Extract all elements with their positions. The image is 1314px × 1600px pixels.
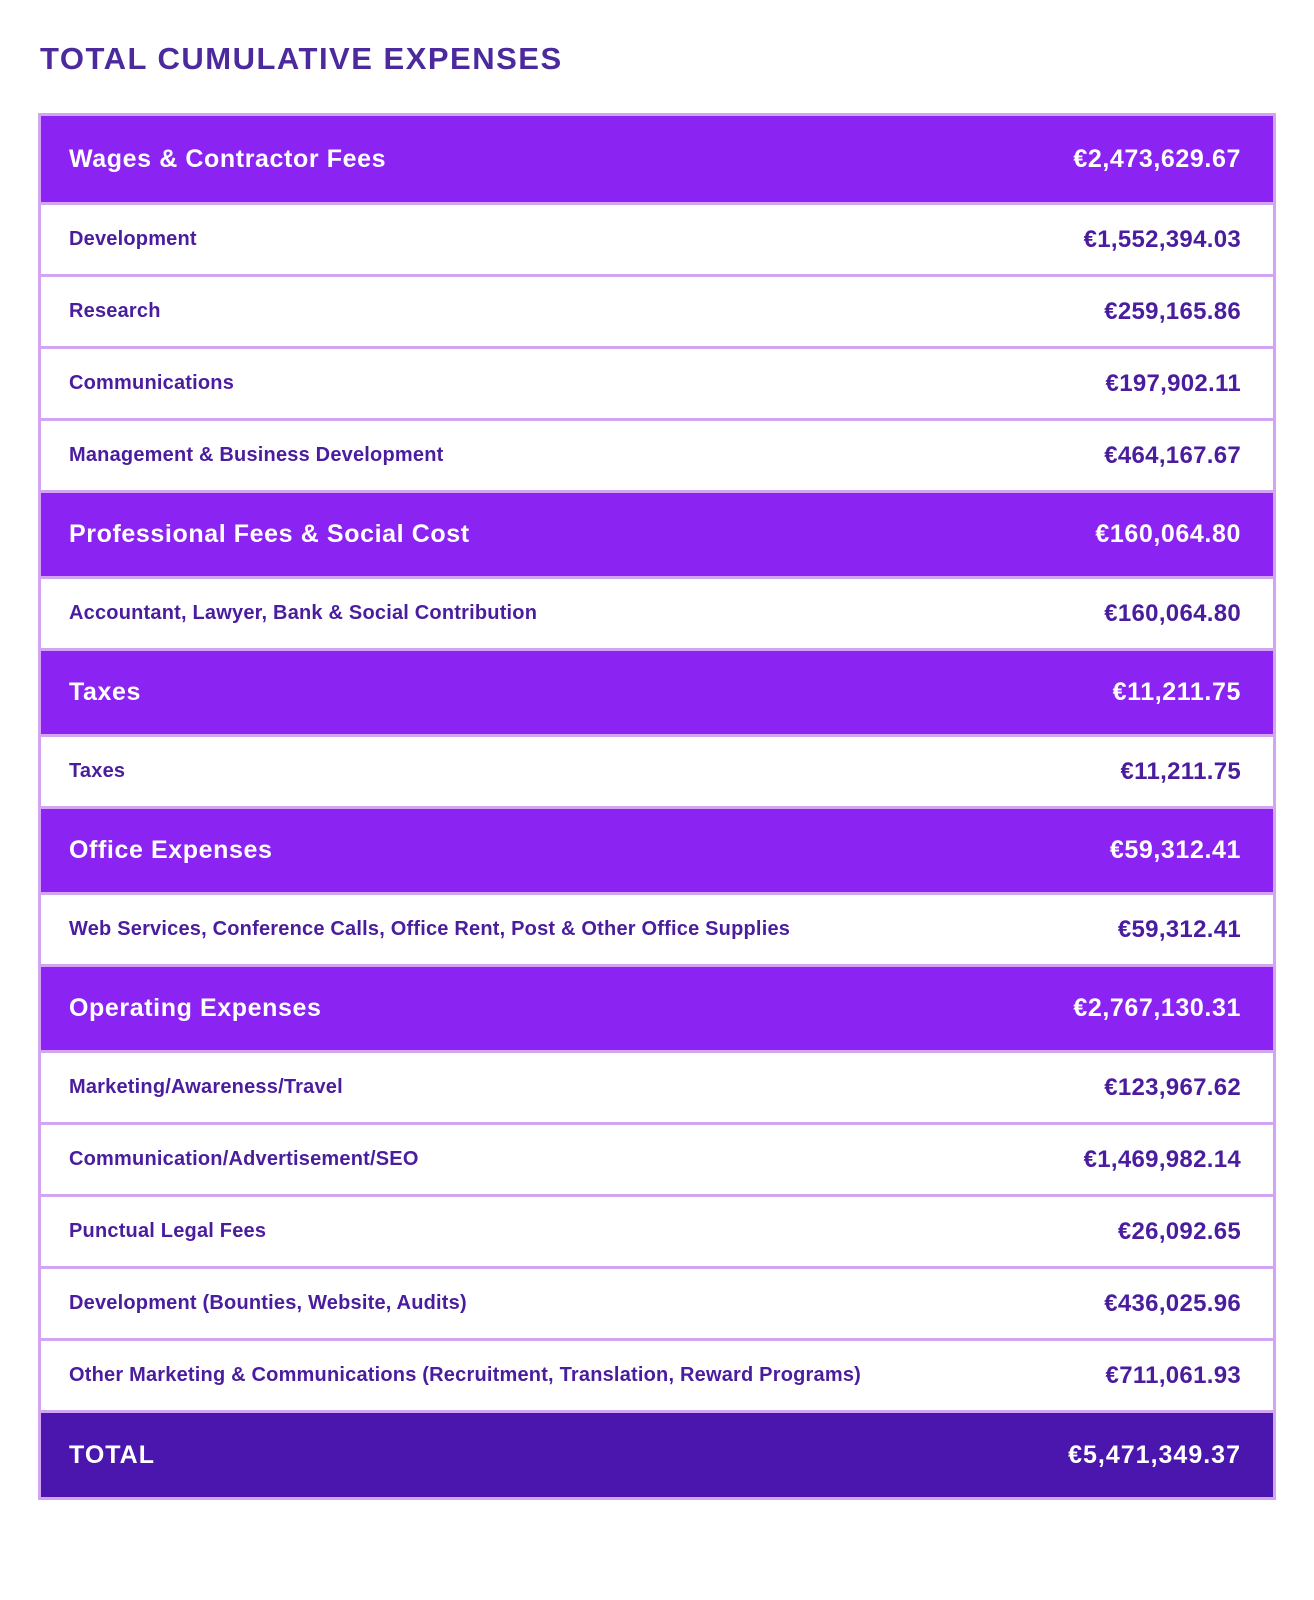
expense-item-row-amount: €197,902.11: [1105, 369, 1241, 397]
expense-item-row: [41, 1338, 1273, 1410]
section-header-row-label: Operating Expenses: [69, 994, 322, 1023]
expense-item-row-amount: €11,211.75: [1120, 757, 1241, 785]
expense-item-row: [41, 576, 1273, 648]
expense-item-row-amount: €711,061.93: [1105, 1361, 1241, 1389]
expense-item-row-label: Development: [69, 228, 197, 251]
expense-item-row: [41, 1194, 1273, 1266]
expense-item-row: [41, 202, 1273, 274]
section-header-row: [41, 648, 1273, 734]
expense-item-row-amount: €1,469,982.14: [1083, 1145, 1241, 1173]
expense-item-row-amount: €123,967.62: [1104, 1073, 1241, 1101]
total-row-amount: €5,471,349.37: [1068, 1440, 1241, 1469]
section-header-row: [41, 964, 1273, 1050]
expense-item-row-label: Research: [69, 300, 161, 323]
expense-item-row-amount: €259,165.86: [1104, 297, 1241, 325]
section-header-row-label: Professional Fees & Social Cost: [69, 520, 470, 549]
expense-item-row-amount: €464,167.67: [1104, 441, 1241, 469]
total-row: [41, 1410, 1273, 1497]
expense-item-row: [41, 1266, 1273, 1338]
section-header-row-amount: €2,767,130.31: [1073, 994, 1241, 1023]
expense-item-row-amount: €59,312.41: [1117, 915, 1241, 943]
section-header-row-label: Wages & Contractor Fees: [69, 144, 387, 173]
expense-item-row: [41, 346, 1273, 418]
section-header-row-amount: €11,211.75: [1112, 678, 1241, 707]
page-title: TOTAL CUMULATIVE EXPENSES: [40, 41, 563, 76]
section-header-row: [41, 806, 1273, 892]
expense-item-row-label: Accountant, Lawyer, Bank & Social Contribution: [69, 602, 538, 625]
total-row-label: TOTAL: [69, 1440, 156, 1469]
expense-item-row-label: Marketing/Awareness/Travel: [69, 1076, 343, 1099]
expense-item-row: [41, 734, 1273, 806]
expense-item-row-label: Development (Bounties, Website, Audits): [69, 1292, 467, 1315]
expense-item-row-label: Communications: [69, 372, 235, 395]
expense-item-row-label: Punctual Legal Fees: [69, 1220, 267, 1243]
expense-item-row: [41, 274, 1273, 346]
expense-item-row: [41, 892, 1273, 964]
section-header-row: [41, 116, 1273, 202]
expense-item-row-label: Management & Business Development: [69, 444, 444, 467]
expense-item-row-amount: €26,092.65: [1117, 1217, 1241, 1245]
expense-item-row: [41, 1050, 1273, 1122]
section-header-row-amount: €160,064.80: [1095, 520, 1241, 549]
section-header-row-label: Taxes: [69, 678, 142, 707]
section-header-row: [41, 490, 1273, 576]
cumulative-expenses-table: [38, 113, 1276, 1500]
expense-item-row-amount: €160,064.80: [1104, 599, 1241, 627]
expense-item-row: [41, 418, 1273, 490]
expense-item-row-label: Other Marketing & Communications (Recruitment, Translation, Reward Programs): [69, 1364, 862, 1387]
expense-item-row: [41, 1122, 1273, 1194]
expense-item-row-amount: €1,552,394.03: [1083, 225, 1241, 253]
expense-item-row-label: Communication/Advertisement/SEO: [69, 1148, 419, 1171]
expense-item-row-label: Taxes: [69, 760, 126, 783]
expense-item-row-label: Web Services, Conference Calls, Office Rent, Post & Other Office Supplies: [69, 918, 791, 941]
section-header-row-label: Office Expenses: [69, 836, 273, 865]
section-header-row-amount: €2,473,629.67: [1073, 144, 1241, 173]
section-header-row-amount: €59,312.41: [1109, 836, 1241, 865]
expenses-report-page: [0, 42, 1314, 1600]
expense-item-row-amount: €436,025.96: [1104, 1289, 1241, 1317]
